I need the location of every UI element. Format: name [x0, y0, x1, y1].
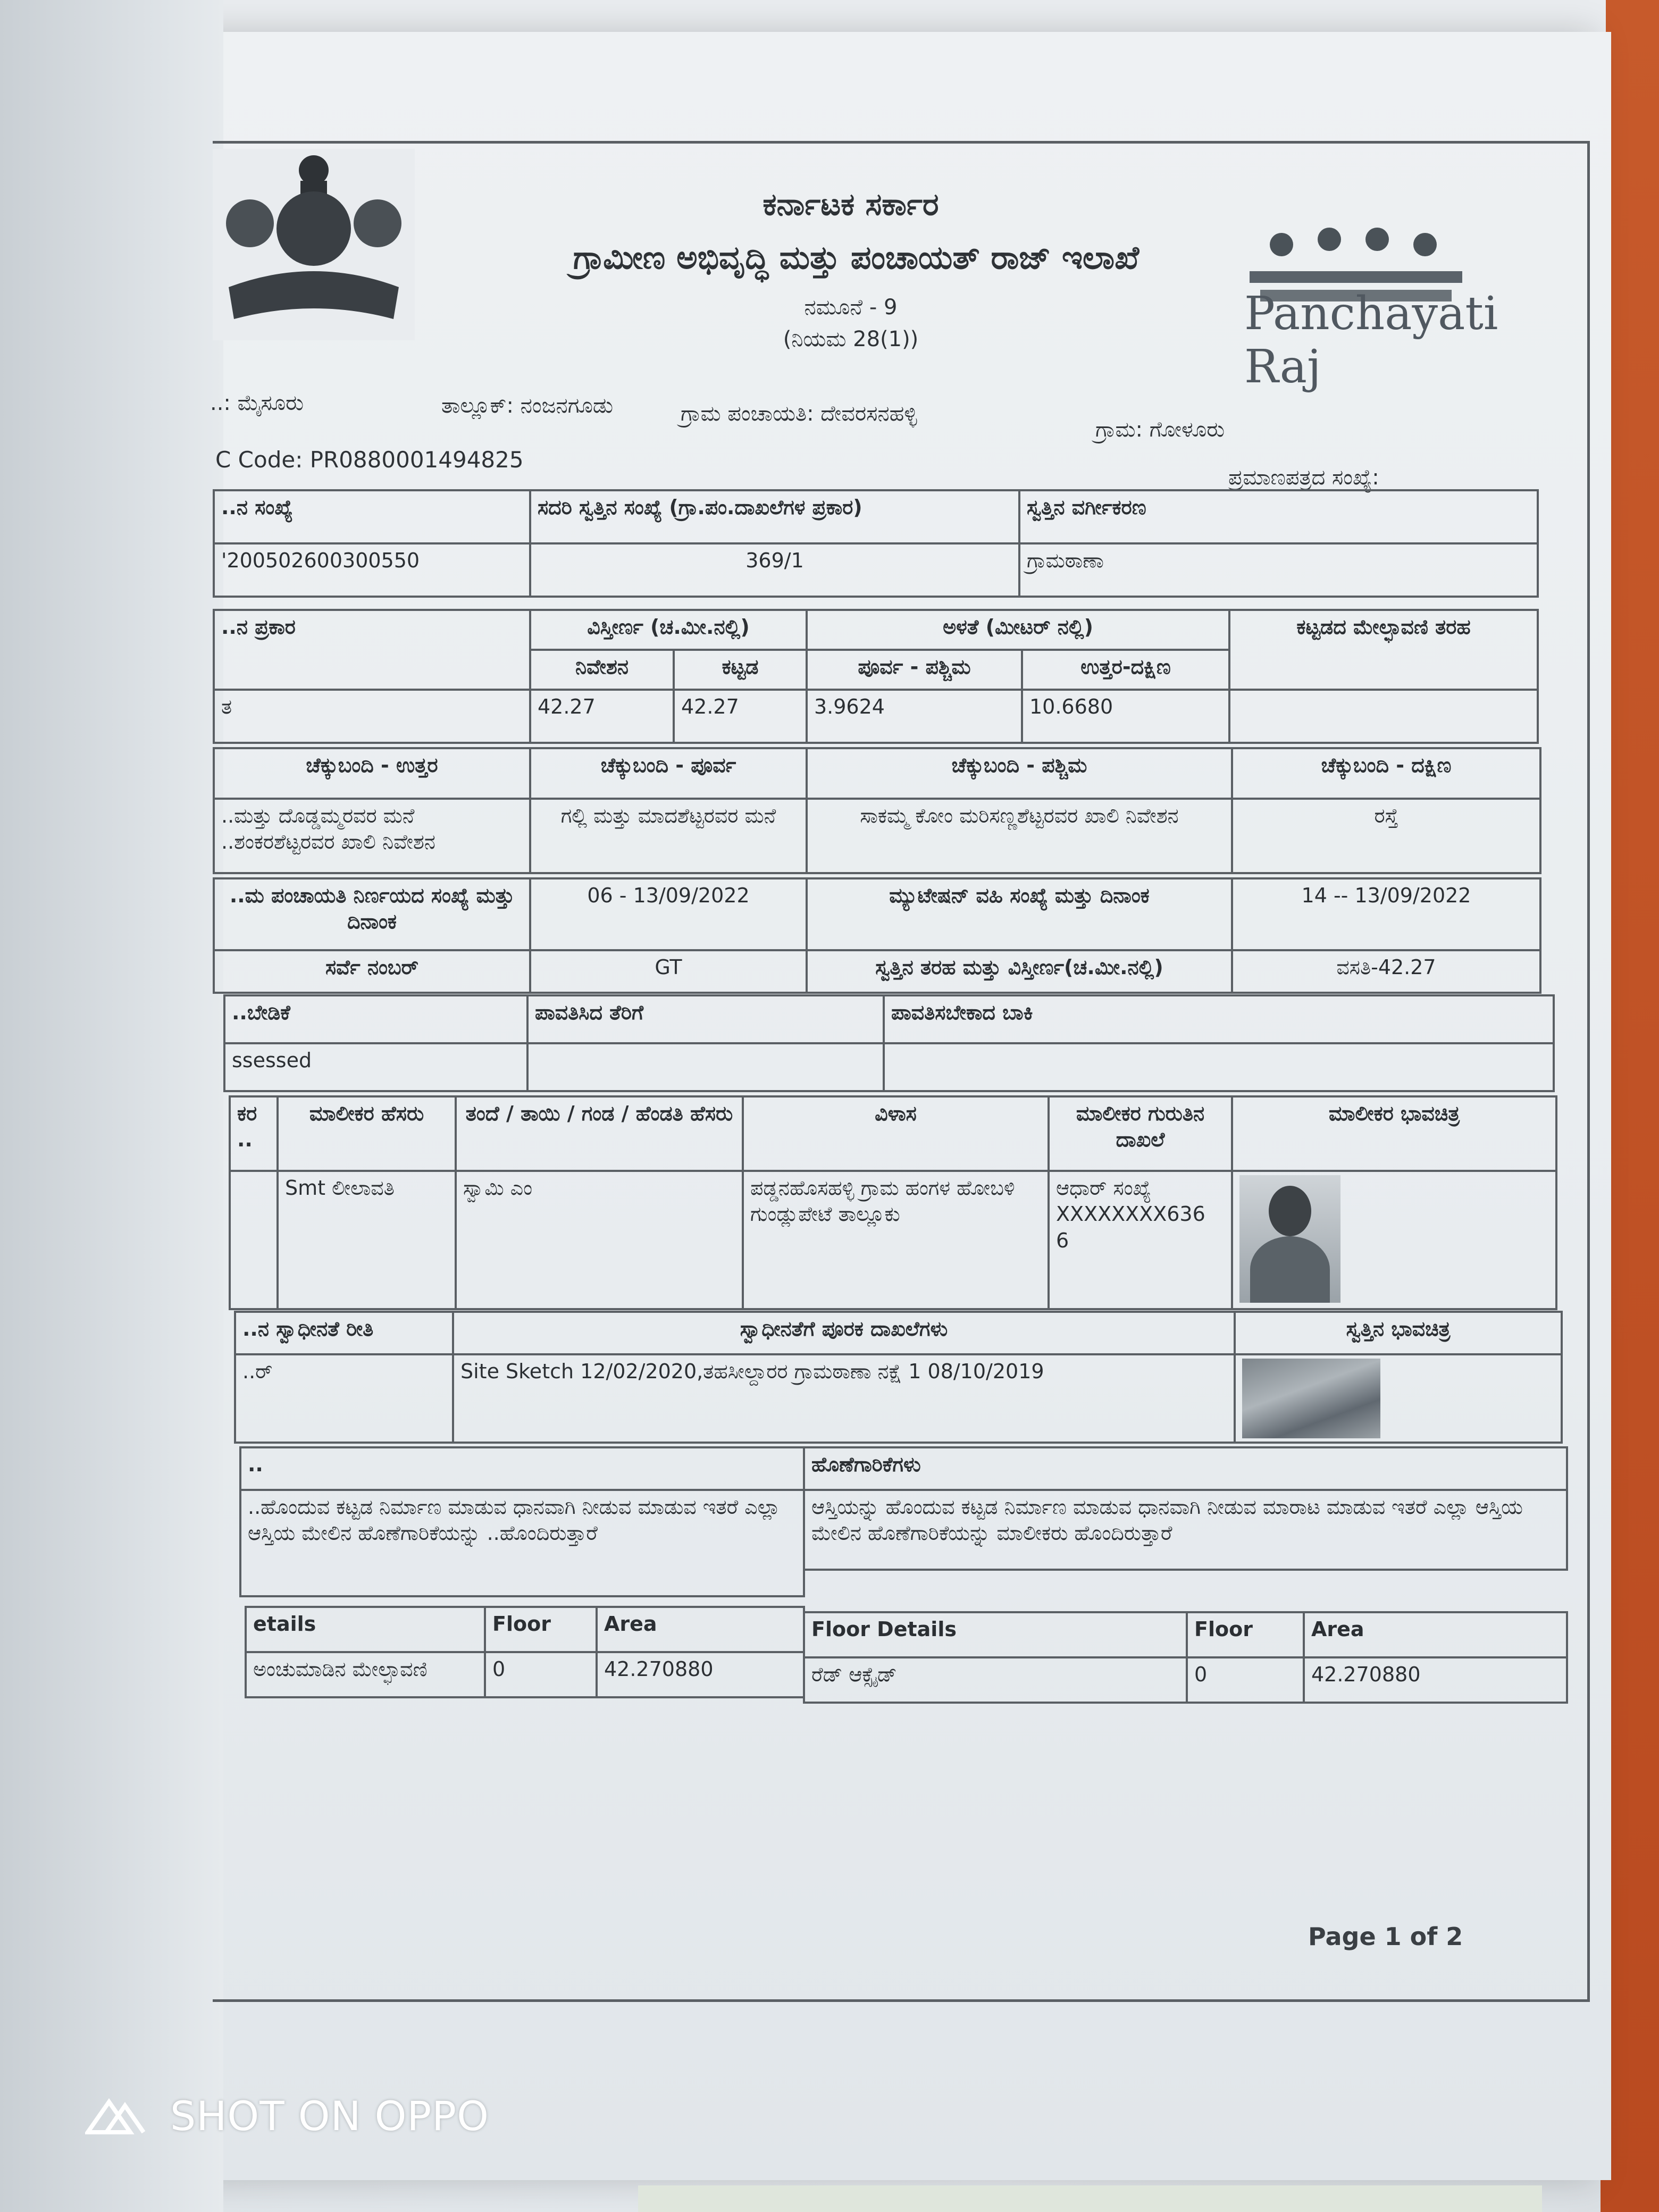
label-roof-type: ಕಟ್ಟಡದ ಮೇಲ್ಛಾವಣಿ ತರಹ	[1229, 610, 1538, 690]
resolution-table	[213, 877, 1541, 994]
id-proof-type: ಆಧಾರ್ ಸಂಖ್ಯೆ	[1056, 1176, 1151, 1200]
camera-watermark: SHOT ON OPPO	[170, 2092, 489, 2140]
header-form-number: ನಮೂನೆ - 9	[804, 295, 898, 320]
value-property-kind-area: ವಸತಿ-42.27	[1232, 950, 1540, 993]
label-classification: ಸ್ವತ್ತಿನ ವರ್ಗೀಕರಣ	[1019, 490, 1538, 543]
floor-details-left-table	[245, 1606, 805, 1698]
floor-details-right-table	[803, 1611, 1568, 1704]
value-tax-paid	[527, 1043, 884, 1091]
label-liabilities-left: ..	[240, 1447, 804, 1490]
karnataka-emblem-icon	[213, 149, 415, 340]
header-department: ಗ್ರಾಮೀಣ ಅಭಿವೃದ್ಧಿ ಮತ್ತು ಪಂಚಾಯತ್ ರಾಜ್ ಇಲಾಖೆ	[573, 239, 1139, 276]
label-mutation: ಮ್ಯುಟೇಷನ್ ವಹಿ ಸಂಖ್ಯೆ ಮತ್ತು ದಿನಾಂಕ	[807, 878, 1232, 950]
label-supporting-documents: ಸ್ವಾಧೀನತೆಗೆ ಪೂರಕ ದಾಖಲೆಗಳು	[453, 1312, 1235, 1354]
dimensions-table	[213, 609, 1539, 744]
header-state: ಕರ್ನಾಟಕ ಸರ್ಕಾರ	[763, 186, 939, 222]
value-liabilities: ಆಸ್ತಿಯನ್ನು ಹೊಂದುವ ಕಟ್ಟಡ ನಿರ್ಮಾಣ ಮಾಡುವ ಧಾನವಾಗಿ ನೀಡುವ ಮಾರಾಟ ಮಾಡುವ ಇತರೆ ಎಲ್ಲಾ ಆಸ್ತಿಯ ಮೇಲಿನ ಹೊಣೆಗಾರಿಕೆಯನ್ನು ಮಾಲೀಕರು ಹೊಂದಿರುತ್ತಾರೆ	[804, 1490, 1567, 1570]
label-east-west: ಪೂರ್ವ - ಪಶ್ಚಿಮ	[807, 650, 1022, 690]
label-floor-details-left: etails	[246, 1607, 485, 1652]
value-mutation: 14 -- 13/09/2022	[1232, 878, 1540, 950]
value-acquisition-method: ..ರ್	[235, 1354, 453, 1443]
value-liabilities-left: ..ಹೊಂದುವ ಕಟ್ಟಡ ನಿರ್ಮಾಣ ಮಾಡುವ ಧಾನವಾಗಿ ನೀಡುವ ಮಾಡುವ ಇತರೆ ಎಲ್ಲಾ ಆಸ್ತಿಯ ಮೇಲಿನ ಹೊಣೆಗಾರಿಕೆಯನ್ನು ..ಹೊಂದಿರುತ್ತಾರೆ	[240, 1490, 804, 1596]
value-property-type: ತ	[214, 690, 530, 743]
value-west-boundary: ಸಾಕಮ್ಮ ಕೋಂ ಮರಿಸಣ್ಣಶೆಟ್ಟರವರ ಖಾಲಿ ನಿವೇಶನ	[807, 799, 1232, 873]
meta-taluk: ತಾಲ್ಲೂಕ್: ನಂಜನಗೂಡು	[441, 393, 614, 418]
property-photo-cell	[1235, 1354, 1562, 1443]
value-area-right: 42.270880	[1304, 1657, 1567, 1703]
meta-gram-panchayat: ಗ್ರಾಮ ಪಂಚಾಯತಿ: ದೇವರಸನಹಳ್ಳಿ	[681, 401, 917, 426]
value-survey-number: GT	[530, 950, 807, 993]
label-north-boundary: ಚೆಕ್ಕುಬಂದಿ - ಉತ್ತರ	[214, 748, 530, 799]
label-liabilities: ಹೊಣೆಗಾರಿಕೆಗಳು	[804, 1447, 1567, 1490]
value-north-boundary: ..ಮತ್ತು ದೊಡ್ಡಮ್ಮರವರ ಮನೆ ..ಶಂಕರಶೆಟ್ಟರವರ ಖಾಲಿ ನಿವೇಶನ	[214, 799, 530, 873]
liabilities-left-table	[239, 1446, 805, 1597]
label-tax-paid: ಪಾವತಿಸಿದ ತೆರಿಗೆ	[527, 995, 884, 1043]
label-south-boundary: ಚೆಕ್ಕುಬಂದಿ - ದಕ್ಷಿಣ	[1232, 748, 1540, 799]
label-gp-number: ಸದರಿ ಸ್ವತ್ತಿನ ಸಂಖ್ಯೆ (ಗ್ರಾ.ಪಂ.ದಾಖಲೆಗಳ ಪ್ರಕಾರ)	[530, 490, 1019, 543]
panchayati-raj-logo-text: Panchayati Raj	[1244, 287, 1498, 393]
oppo-camera-icon	[85, 2098, 149, 2135]
owner-photo-body	[1250, 1236, 1330, 1303]
label-property-kind-area: ಸ್ವತ್ತಿನ ತರಹ ಮತ್ತು ವಿಸ್ತೀರ್ಣ(ಚ.ಮೀ.ನಲ್ಲಿ)	[807, 950, 1232, 993]
value-supporting-documents: Site Sketch 12/02/2020,ತಹಸೀಲ್ದಾರರ ಗ್ರಾಮಠಾಣಾ ನಕ್ಷೆ 1 08/10/2019	[453, 1354, 1235, 1443]
label-area: ವಿಸ್ತೀರ್ಣ (ಚ.ಮೀ.ನಲ್ಲಿ)	[530, 610, 807, 650]
meta-certificate-number: ಪ್ರಮಾಣಪತ್ರದ ಸಂಖ್ಯೆ:	[1228, 465, 1379, 490]
value-roof-type	[1229, 690, 1538, 743]
value-floor-right: 0	[1187, 1657, 1304, 1703]
value-address: ಪಡ್ಡನಹೊಸಹಳ್ಳಿ ಗ್ರಾಮ ಹಂಗಳ ಹೋಬಳಿ ಗುಂಡ್ಲುಪೇಟೆ ತಾಲ್ಲೂಕು	[743, 1171, 1049, 1309]
header-rule: (ನಿಯಮ 28(1))	[783, 327, 919, 351]
value-relation-name: ಸ್ವಾಮಿ ಎಂ	[456, 1171, 743, 1309]
label-floor-details-right: Floor Details	[804, 1612, 1187, 1657]
label-owner-number: ಕರ ..	[230, 1096, 278, 1171]
label-owner-photo: ಮಾಲೀಕರ ಭಾವಚಿತ್ರ	[1232, 1096, 1556, 1171]
label-east-boundary: ಚೆಕ್ಕುಬಂದಿ - ಪೂರ್ವ	[530, 748, 807, 799]
page-number: Page 1 of 2	[1308, 1922, 1463, 1951]
boundaries-table	[213, 747, 1541, 874]
value-east-west: 3.9624	[807, 690, 1022, 743]
label-tax-demand: ..ಬೇಡಿಕೆ	[224, 995, 527, 1043]
value-floor-left: 0	[485, 1652, 597, 1697]
value-north-south: 10.6680	[1022, 690, 1229, 743]
label-site: ನಿವೇಶನ	[530, 650, 674, 690]
value-building-area: 42.27	[674, 690, 807, 743]
value-owner-name: Smt ಲೀಲಾವತಿ	[278, 1171, 456, 1309]
liabilities-right-table	[803, 1446, 1568, 1571]
label-id: ..ನ ಸಂಖ್ಯೆ	[214, 490, 530, 543]
label-property-type: ..ನ ಪ್ರಕಾರ	[214, 610, 530, 690]
acquisition-table	[234, 1311, 1563, 1444]
tax-table	[223, 994, 1555, 1092]
value-classification: ಗ್ರಾಮಠಾಣಾ	[1019, 543, 1538, 597]
property-photo	[1242, 1359, 1380, 1438]
label-north-south: ಉತ್ತರ-ದಕ್ಷಿಣ	[1022, 650, 1229, 690]
label-area-left: Area	[597, 1607, 804, 1652]
meta-district: ..: ಮೈಸೂರು	[210, 391, 304, 415]
owner-photo	[1239, 1175, 1340, 1303]
label-acquisition-method: ..ನ ಸ್ವಾಧೀನತೆ ರೀತಿ	[235, 1312, 453, 1354]
value-floor-details-left: ಅಂಚುಮಾಡಿನ ಮೇಲ್ಛಾವಣಿ	[246, 1652, 485, 1697]
value-floor-details-right: ರೆಡ್ ಆಕ್ಸೈಡ್	[804, 1657, 1187, 1703]
left-page-edge	[0, 0, 223, 2212]
owner-table	[229, 1095, 1557, 1310]
label-relation-name: ತಂದೆ / ತಾಯಿ / ಗಂಡ / ಹೆಂಡತಿ ಹೆಸರು	[456, 1096, 743, 1171]
value-id-proof	[1049, 1171, 1232, 1309]
bottom-sheet	[638, 2185, 1542, 2212]
value-gp-number: 369/1	[530, 543, 1019, 597]
value-resolution: 06 - 13/09/2022	[530, 878, 807, 950]
label-id-proof: ಮಾಲೀಕರ ಗುರುತಿನ ದಾಖಲೆ	[1049, 1096, 1232, 1171]
property-id-table	[213, 489, 1539, 598]
owner-photo-cell	[1232, 1171, 1556, 1309]
value-area-left: 42.270880	[597, 1652, 804, 1697]
label-survey-number: ಸರ್ವೆ ನಂಬರ್	[214, 950, 530, 993]
label-floor-right: Floor	[1187, 1612, 1304, 1657]
label-building: ಕಟ್ಟಡ	[674, 650, 807, 690]
label-west-boundary: ಚೆಕ್ಕುಬಂದಿ - ಪಶ್ಚಿಮ	[807, 748, 1232, 799]
label-address: ವಿಳಾಸ	[743, 1096, 1049, 1171]
value-east-boundary: ಗಲ್ಲಿ ಮತ್ತು ಮಾದಶೆಟ್ಟರವರ ಮನೆ	[530, 799, 807, 873]
value-tax-due	[884, 1043, 1554, 1091]
value-id: '200502600300550	[214, 543, 530, 597]
value-site-area: 42.27	[530, 690, 674, 743]
meta-village: ಗ್ರಾಮ: ಗೋಳೂರು	[1095, 417, 1225, 442]
label-owner-name: ಮಾಲೀಕರ ಹೆಸರು	[278, 1096, 456, 1171]
label-tax-due: ಪಾವತಿಸಬೇಕಾದ ಬಾಕಿ	[884, 995, 1554, 1043]
owner-photo-head	[1269, 1186, 1311, 1236]
value-owner-number	[230, 1171, 278, 1309]
label-area-right: Area	[1304, 1612, 1567, 1657]
label-length: ಅಳತೆ (ಮೀಟರ್ ನಲ್ಲಿ)	[807, 610, 1229, 650]
meta-code: C Code: PR0880001494825	[215, 447, 524, 473]
value-south-boundary: ರಸ್ತೆ	[1232, 799, 1540, 873]
label-resolution: ..ಮ ಪಂಚಾಯತಿ ನಿರ್ಣಯದ ಸಂಖ್ಯೆ ಮತ್ತು ದಿನಾಂಕ	[214, 878, 530, 950]
label-floor-left: Floor	[485, 1607, 597, 1652]
value-tax-demand: ssessed	[224, 1043, 527, 1091]
label-property-photo: ಸ್ವತ್ತಿನ ಭಾವಚಿತ್ರ	[1235, 1312, 1562, 1354]
id-proof-number: XXXXXXXX636 6	[1056, 1202, 1205, 1252]
